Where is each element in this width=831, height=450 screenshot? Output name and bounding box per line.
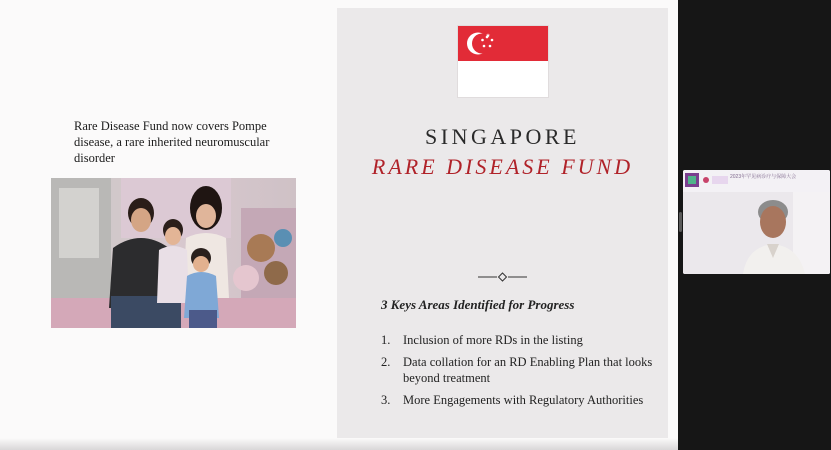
presenter-video-icon [683,192,830,274]
slide-title-country: SINGAPORE [425,124,580,149]
progress-list [381,332,666,414]
slide-bottom-edge [0,438,678,450]
list-item [381,392,666,408]
conference-logo-icon [684,171,730,191]
list-item [381,354,666,386]
banner-text: 2023年罕见病诊疗与保障大会 [730,174,797,180]
list-item-text: Inclusion of more RDs in the listing [403,333,583,347]
presenter-video-tile[interactable] [683,170,830,274]
list-item-number: 3. [381,393,391,407]
list-item-text: Data collation for an RD Enabling Plan that looks beyond treatment [403,355,653,385]
family-photo [51,178,296,328]
photo-caption: Rare Disease Fund now covers Pompe disease, a rare inherited neuromuscular disorder [74,119,270,165]
video-banner [683,170,830,192]
list-item [381,332,666,348]
singapore-flag-icon [458,26,548,97]
keys-heading: 3 Keys Areas Identified for Progress [381,297,575,312]
panel-resize-handle[interactable] [679,212,682,232]
list-item-number: 2. [381,355,391,369]
list-item-number: 1. [381,333,391,347]
family-photo-icon [51,178,296,328]
ornament-divider-icon [478,271,527,283]
fund-panel [337,8,668,444]
slide-title-fund: RARE DISEASE FUND [371,154,634,179]
list-item-text: More Engagements with Regulatory Authorities [403,393,644,407]
